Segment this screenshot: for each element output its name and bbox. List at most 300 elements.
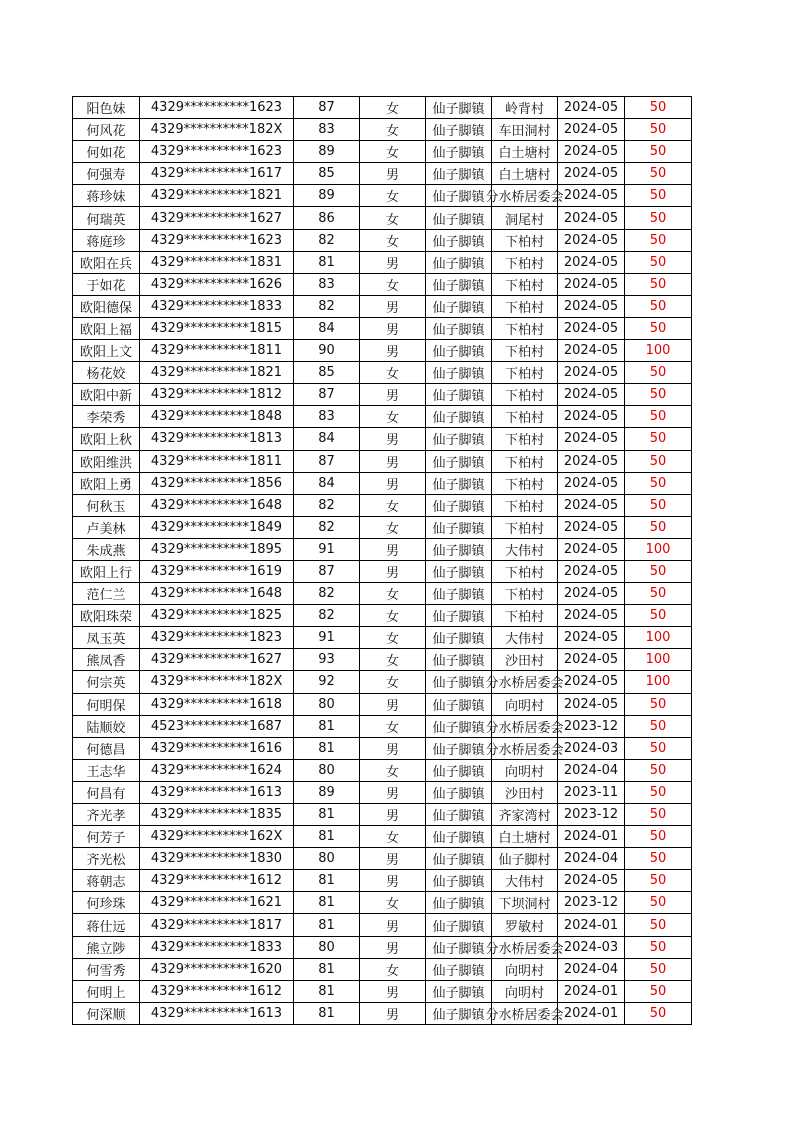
- gender-text: 男: [385, 433, 399, 449]
- id-number-text: 4329**********1626: [150, 276, 283, 292]
- village-text: 向明村: [504, 963, 544, 979]
- gender-text: 女: [385, 654, 399, 670]
- subsidy-table: [72, 96, 692, 1025]
- gender-text: 女: [385, 521, 399, 537]
- amount-text: 50: [649, 762, 667, 778]
- town-cell: [426, 848, 492, 870]
- town-cell: [426, 516, 492, 538]
- id-number-cell: [140, 207, 294, 229]
- date-text: 2024-05: [563, 188, 619, 204]
- amount-cell: [625, 627, 692, 649]
- town-cell: [426, 163, 492, 185]
- table-row: [73, 384, 692, 406]
- town-cell: [426, 693, 492, 715]
- name-text: 蒋珍妹: [86, 190, 126, 206]
- age-text: 81: [318, 961, 335, 977]
- amount-text: 50: [649, 807, 667, 823]
- date-text: 2024-05: [563, 365, 619, 381]
- id-number-text: 4329**********1831: [150, 254, 283, 270]
- amount-cell: [625, 936, 692, 958]
- id-number-cell: [140, 295, 294, 317]
- table-row: [73, 693, 692, 715]
- town-text: 仙子脚镇: [432, 632, 485, 648]
- amount-text: 100: [645, 343, 671, 359]
- id-number-text: 4329**********1612: [150, 873, 283, 889]
- age-cell: [294, 97, 360, 119]
- village-text: 下柏村: [504, 367, 544, 383]
- id-number-text: 4329**********1830: [150, 851, 283, 867]
- id-number-text: 4329**********1833: [150, 298, 283, 314]
- date-text: 2024-01: [563, 983, 619, 999]
- town-text: 仙子脚镇: [432, 985, 485, 1001]
- table-row: [73, 428, 692, 450]
- town-cell: [426, 362, 492, 384]
- town-cell: [426, 826, 492, 848]
- name-text: 何宗英: [86, 676, 126, 692]
- date-cell: [558, 295, 625, 317]
- village-text: 分水桥居委会: [485, 742, 564, 758]
- id-number-cell: [140, 980, 294, 1002]
- name-text: 王志华: [86, 764, 126, 780]
- amount-text: 50: [649, 210, 667, 226]
- gender-cell: [360, 317, 426, 339]
- town-cell: [426, 759, 492, 781]
- table-row: [73, 958, 692, 980]
- table-row: [73, 892, 692, 914]
- age-text: 81: [318, 983, 335, 999]
- gender-text: 男: [385, 300, 399, 316]
- gender-cell: [360, 97, 426, 119]
- town-text: 仙子脚镇: [432, 764, 485, 780]
- name-cell: [73, 295, 140, 317]
- name-cell: [73, 892, 140, 914]
- table-row: [73, 119, 692, 141]
- name-cell: [73, 914, 140, 936]
- town-text: 仙子脚镇: [432, 168, 485, 184]
- village-text: 向明村: [504, 985, 544, 1001]
- town-cell: [426, 781, 492, 803]
- village-text: 向明村: [504, 764, 544, 780]
- town-cell: [426, 472, 492, 494]
- gender-text: 男: [385, 853, 399, 869]
- name-text: 何芳子: [86, 831, 126, 847]
- amount-cell: [625, 914, 692, 936]
- table-row: [73, 737, 692, 759]
- table-row: [73, 450, 692, 472]
- gender-text: 男: [385, 941, 399, 957]
- town-cell: [426, 251, 492, 273]
- age-cell: [294, 627, 360, 649]
- id-number-cell: [140, 914, 294, 936]
- amount-text: 50: [649, 851, 667, 867]
- village-cell: [492, 207, 558, 229]
- amount-cell: [625, 958, 692, 980]
- amount-cell: [625, 892, 692, 914]
- name-cell: [73, 848, 140, 870]
- name-text: 何昌有: [86, 786, 126, 802]
- id-number-cell: [140, 693, 294, 715]
- name-cell: [73, 649, 140, 671]
- village-cell: [485, 737, 564, 759]
- town-cell: [426, 406, 492, 428]
- village-text: 大伟村: [504, 632, 544, 648]
- gender-text: 女: [385, 499, 399, 515]
- age-text: 85: [318, 166, 335, 182]
- name-cell: [73, 251, 140, 273]
- amount-text: 50: [649, 122, 667, 138]
- amount-cell: [625, 119, 692, 141]
- id-number-text: 4329**********182X: [150, 122, 283, 138]
- village-text: 下柏村: [504, 389, 544, 405]
- id-number-text: 4329**********1813: [150, 431, 283, 447]
- age-cell: [294, 384, 360, 406]
- date-cell: [558, 406, 625, 428]
- age-cell: [294, 605, 360, 627]
- town-text: 仙子脚镇: [432, 588, 485, 604]
- table-row: [73, 97, 692, 119]
- gender-cell: [360, 362, 426, 384]
- gender-cell: [360, 1002, 426, 1024]
- name-cell: [73, 804, 140, 826]
- id-number-cell: [140, 251, 294, 273]
- id-number-cell: [140, 362, 294, 384]
- date-text: 2024-03: [563, 939, 619, 955]
- town-cell: [426, 538, 492, 560]
- age-text: 81: [318, 829, 335, 845]
- table-row: [73, 826, 692, 848]
- name-cell: [73, 362, 140, 384]
- gender-cell: [360, 185, 426, 207]
- name-cell: [73, 119, 140, 141]
- village-text: 下柏村: [504, 278, 544, 294]
- name-cell: [73, 826, 140, 848]
- name-text: 欧阳上行: [79, 566, 132, 582]
- name-text: 于如花: [86, 278, 126, 294]
- name-cell: [73, 384, 140, 406]
- town-text: 仙子脚镇: [432, 102, 485, 118]
- amount-cell: [625, 273, 692, 295]
- amount-cell: [625, 251, 692, 273]
- town-text: 仙子脚镇: [432, 875, 485, 891]
- amount-text: 50: [649, 917, 667, 933]
- gender-cell: [360, 914, 426, 936]
- name-text: 欧阳上秋: [79, 433, 132, 449]
- name-text: 何如花: [86, 146, 126, 162]
- age-cell: [294, 273, 360, 295]
- amount-cell: [625, 781, 692, 803]
- id-number-cell: [140, 494, 294, 516]
- amount-text: 50: [649, 696, 667, 712]
- gender-text: 女: [385, 676, 399, 692]
- amount-text: 50: [649, 939, 667, 955]
- gender-cell: [360, 538, 426, 560]
- town-cell: [426, 649, 492, 671]
- id-number-text: 4329**********1812: [150, 387, 283, 403]
- id-number-cell: [140, 605, 294, 627]
- date-text: 2024-05: [563, 652, 619, 668]
- village-text: 下柏村: [504, 588, 544, 604]
- village-cell: [492, 450, 558, 472]
- amount-cell: [625, 516, 692, 538]
- age-cell: [294, 804, 360, 826]
- amount-text: 50: [649, 409, 667, 425]
- age-cell: [294, 516, 360, 538]
- age-cell: [294, 119, 360, 141]
- name-cell: [73, 428, 140, 450]
- gender-cell: [360, 273, 426, 295]
- age-text: 93: [318, 652, 335, 668]
- town-cell: [426, 229, 492, 251]
- table-row: [73, 649, 692, 671]
- date-cell: [558, 605, 625, 627]
- amount-text: 50: [649, 431, 667, 447]
- name-text: 欧阳上文: [79, 345, 132, 361]
- name-text: 蒋朝志: [86, 875, 126, 891]
- amount-text: 50: [649, 100, 667, 116]
- village-cell: [492, 362, 558, 384]
- town-text: 仙子脚镇: [432, 300, 485, 316]
- village-text: 下柏村: [504, 411, 544, 427]
- date-cell: [558, 781, 625, 803]
- name-text: 齐光孝: [86, 809, 126, 825]
- town-text: 仙子脚镇: [432, 234, 485, 250]
- age-cell: [294, 406, 360, 428]
- village-text: 分水桥居委会: [485, 1007, 564, 1023]
- name-cell: [73, 693, 140, 715]
- table-row: [73, 362, 692, 384]
- date-cell: [558, 826, 625, 848]
- date-cell: [558, 671, 625, 693]
- gender-text: 男: [385, 455, 399, 471]
- age-cell: [294, 229, 360, 251]
- age-cell: [294, 141, 360, 163]
- village-text: 沙田村: [504, 786, 544, 802]
- town-text: 仙子脚镇: [432, 720, 485, 736]
- amount-text: 50: [649, 983, 667, 999]
- table-row: [73, 406, 692, 428]
- date-cell: [558, 119, 625, 141]
- table-row: [73, 516, 692, 538]
- date-cell: [558, 141, 625, 163]
- age-text: 82: [318, 497, 335, 513]
- town-cell: [426, 560, 492, 582]
- amount-cell: [625, 428, 692, 450]
- gender-text: 女: [385, 720, 399, 736]
- age-text: 81: [318, 895, 335, 911]
- village-cell: [485, 1002, 564, 1024]
- table-row: [73, 914, 692, 936]
- village-text: 下柏村: [504, 477, 544, 493]
- name-cell: [73, 472, 140, 494]
- gender-cell: [360, 605, 426, 627]
- gender-cell: [360, 958, 426, 980]
- table-row: [73, 980, 692, 1002]
- name-text: 凤玉英: [86, 632, 126, 648]
- id-number-cell: [140, 163, 294, 185]
- name-cell: [73, 317, 140, 339]
- table-row: [73, 759, 692, 781]
- town-cell: [426, 340, 492, 362]
- age-text: 81: [318, 807, 335, 823]
- date-text: 2024-05: [563, 674, 619, 690]
- town-cell: [426, 494, 492, 516]
- town-cell: [426, 627, 492, 649]
- amount-cell: [625, 671, 692, 693]
- gender-cell: [360, 340, 426, 362]
- town-text: 仙子脚镇: [432, 1007, 485, 1023]
- id-number-cell: [140, 870, 294, 892]
- id-number-cell: [140, 340, 294, 362]
- id-number-cell: [140, 627, 294, 649]
- town-cell: [426, 980, 492, 1002]
- id-number-text: 4329**********1895: [150, 541, 283, 557]
- gender-text: 女: [385, 411, 399, 427]
- age-cell: [294, 671, 360, 693]
- amount-cell: [625, 538, 692, 560]
- age-cell: [294, 826, 360, 848]
- gender-text: 女: [385, 190, 399, 206]
- name-text: 欧阳在兵: [79, 256, 132, 272]
- gender-cell: [360, 516, 426, 538]
- id-number-text: 4329**********162X: [150, 829, 283, 845]
- age-text: 90: [318, 343, 335, 359]
- date-cell: [558, 362, 625, 384]
- amount-text: 50: [649, 276, 667, 292]
- gender-text: 女: [385, 124, 399, 140]
- age-cell: [294, 715, 360, 737]
- table-row: [73, 207, 692, 229]
- id-number-text: 4329**********1849: [150, 519, 283, 535]
- id-number-cell: [140, 119, 294, 141]
- id-number-cell: [140, 450, 294, 472]
- amount-cell: [625, 737, 692, 759]
- age-text: 86: [318, 210, 335, 226]
- amount-text: 50: [649, 586, 667, 602]
- id-number-cell: [140, 936, 294, 958]
- age-cell: [294, 560, 360, 582]
- table-row: [73, 273, 692, 295]
- age-text: 89: [318, 784, 335, 800]
- village-cell: [492, 804, 558, 826]
- amount-cell: [625, 97, 692, 119]
- amount-text: 50: [649, 254, 667, 270]
- date-text: 2024-05: [563, 343, 619, 359]
- table-row: [73, 671, 692, 693]
- name-cell: [73, 715, 140, 737]
- date-cell: [558, 560, 625, 582]
- town-text: 仙子脚镇: [432, 411, 485, 427]
- village-cell: [492, 251, 558, 273]
- id-number-cell: [140, 273, 294, 295]
- village-cell: [492, 538, 558, 560]
- date-cell: [558, 273, 625, 295]
- amount-text: 50: [649, 608, 667, 624]
- name-text: 何强寿: [86, 168, 126, 184]
- id-number-text: 4523**********1687: [150, 718, 283, 734]
- table-row: [73, 494, 692, 516]
- name-cell: [73, 781, 140, 803]
- town-text: 仙子脚镇: [432, 742, 485, 758]
- id-number-cell: [140, 892, 294, 914]
- age-cell: [294, 428, 360, 450]
- date-text: 2024-05: [563, 387, 619, 403]
- gender-text: 女: [385, 234, 399, 250]
- gender-text: 男: [385, 345, 399, 361]
- gender-cell: [360, 781, 426, 803]
- id-number-cell: [140, 141, 294, 163]
- name-text: 范仁兰: [86, 588, 126, 604]
- town-cell: [426, 958, 492, 980]
- village-text: 仙子脚村: [498, 853, 551, 869]
- gender-cell: [360, 494, 426, 516]
- age-cell: [294, 538, 360, 560]
- village-text: 下柏村: [504, 521, 544, 537]
- name-cell: [73, 163, 140, 185]
- date-cell: [558, 804, 625, 826]
- amount-text: 50: [649, 475, 667, 491]
- date-text: 2024-05: [563, 409, 619, 425]
- date-cell: [558, 980, 625, 1002]
- gender-text: 男: [385, 919, 399, 935]
- town-text: 仙子脚镇: [432, 809, 485, 825]
- table-row: [73, 936, 692, 958]
- date-text: 2023-12: [563, 807, 619, 823]
- age-cell: [294, 892, 360, 914]
- date-cell: [558, 715, 625, 737]
- name-cell: [73, 185, 140, 207]
- age-cell: [294, 362, 360, 384]
- id-number-text: 4329**********1823: [150, 630, 283, 646]
- gender-cell: [360, 870, 426, 892]
- town-text: 仙子脚镇: [432, 698, 485, 714]
- village-cell: [492, 892, 558, 914]
- village-cell: [492, 516, 558, 538]
- village-cell: [492, 229, 558, 251]
- name-text: 阳色妹: [86, 102, 126, 118]
- village-cell: [485, 936, 564, 958]
- gender-text: 女: [385, 212, 399, 228]
- town-cell: [426, 207, 492, 229]
- id-number-cell: [140, 185, 294, 207]
- town-cell: [426, 317, 492, 339]
- amount-cell: [625, 384, 692, 406]
- date-cell: [558, 936, 625, 958]
- date-text: 2024-01: [563, 829, 619, 845]
- id-number-cell: [140, 583, 294, 605]
- age-cell: [294, 207, 360, 229]
- gender-text: 男: [385, 477, 399, 493]
- id-number-text: 4329**********1618: [150, 696, 283, 712]
- village-cell: [492, 273, 558, 295]
- amount-text: 50: [649, 829, 667, 845]
- town-cell: [426, 295, 492, 317]
- amount-cell: [625, 450, 692, 472]
- village-cell: [492, 781, 558, 803]
- table-row: [73, 229, 692, 251]
- gender-text: 女: [385, 610, 399, 626]
- village-text: 下柏村: [504, 345, 544, 361]
- gender-text: 男: [385, 985, 399, 1001]
- date-cell: [558, 163, 625, 185]
- town-text: 仙子脚镇: [432, 322, 485, 338]
- id-number-cell: [140, 406, 294, 428]
- age-text: 82: [318, 298, 335, 314]
- date-cell: [558, 737, 625, 759]
- gender-cell: [360, 759, 426, 781]
- name-cell: [73, 627, 140, 649]
- table-body: [73, 97, 692, 1025]
- village-cell: [492, 870, 558, 892]
